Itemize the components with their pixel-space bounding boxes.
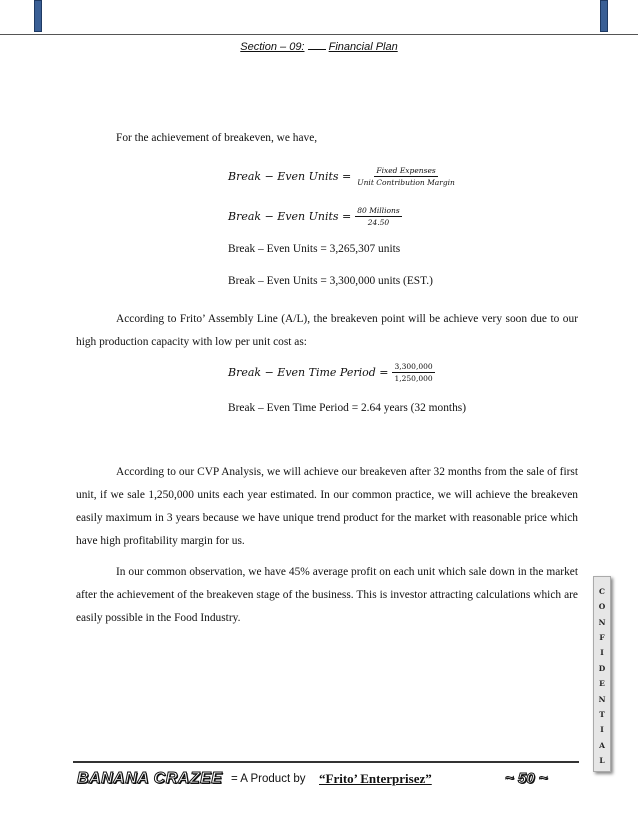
cvp-analysis-text: According to our CVP Analysis, we will achieve our breakeven after 32 months from the sale of first unit, if we sale 1,250,000 units each year estimated. In our common practice, we will achieve the breakeven easily maximum in 3 years because we have unique trend product for the market with reasonable price which have high profitability margin for us. — [76, 466, 578, 547]
brand-name: BANANA CRAZEE — [77, 770, 223, 787]
confidential-letter: N — [598, 694, 606, 704]
breakeven-time-result: Break – Even Time Period = 2.64 years (32 months) — [228, 402, 467, 414]
confidential-letter: F — [599, 633, 605, 643]
confidential-letter: C — [599, 587, 605, 596]
observation-paragraph — [76, 561, 578, 630]
equation-lhs: Break − Even Time Period = — [228, 366, 389, 379]
top-left-decoration-bar — [34, 0, 42, 32]
confidential-letter: I — [600, 648, 604, 658]
observation-text: In our common observation, we have 45% average profit on each unit which sale down in the market after the achievement of the breakeven stage of the business. This is investor attracting calculations which are easily possible in the Food Industry. — [76, 566, 578, 624]
confidential-letter: I — [600, 725, 604, 735]
equation-breakeven-units-formula — [228, 166, 457, 187]
fraction-denominator: 1,250,000 — [394, 374, 433, 383]
page-footer — [73, 768, 579, 792]
equation-lhs: Break − Even Units = — [228, 210, 352, 223]
header-rule — [0, 34, 638, 35]
cvp-analysis-paragraph — [76, 461, 578, 553]
fraction-denominator: 24.50 — [367, 218, 390, 227]
confidential-letter: N — [598, 617, 606, 627]
footer-rule — [73, 761, 579, 763]
equation-breakeven-units-values — [228, 206, 402, 227]
equation-fraction — [392, 362, 434, 383]
breakeven-units-estimate: Break – Even Units = 3,300,000 units (EST.) — [228, 275, 433, 287]
intro-paragraph — [76, 127, 578, 150]
footer-byline: = A Product by — [231, 773, 306, 785]
equation-breakeven-time-period — [228, 362, 435, 383]
top-right-decoration-bar — [600, 0, 608, 32]
confidential-letter: O — [598, 602, 606, 612]
confidential-letter: D — [598, 663, 606, 673]
confidential-letter: T — [599, 709, 605, 719]
confidential-letter: E — [599, 679, 605, 689]
confidential-side-label — [593, 576, 611, 772]
fraction-numerator: Fixed Expenses — [376, 166, 436, 175]
breakeven-units-result: Break – Even Units = 3,265,307 units — [228, 243, 401, 255]
section-title: Financial Plan — [328, 41, 398, 53]
fraction-numerator: 80 Millions — [357, 206, 400, 215]
confidential-letter: A — [599, 740, 605, 750]
company-name: “Frito’ Enterprisez” — [319, 771, 432, 786]
page-number: ~ 50 ~ — [505, 770, 548, 787]
page-header — [0, 40, 638, 53]
section-label: Section – 09: — [240, 41, 305, 53]
equation-fraction — [355, 166, 457, 187]
equation-lhs: Break − Even Units = — [228, 170, 352, 183]
assembly-line-paragraph — [76, 308, 578, 354]
confidential-letter: L — [599, 755, 605, 765]
fraction-numerator: 3,300,000 — [394, 362, 433, 371]
equation-fraction — [355, 206, 401, 227]
fraction-denominator: Unit Contribution Margin — [357, 178, 455, 187]
header-separator — [308, 40, 326, 50]
assembly-line-text: According to Frito’ Assembly Line (A/L), the breakeven point will be achieve very soon due to our high production capacity with low per unit cost as: — [76, 313, 578, 348]
intro-text: For the achievement of breakeven, we have, — [116, 132, 318, 144]
